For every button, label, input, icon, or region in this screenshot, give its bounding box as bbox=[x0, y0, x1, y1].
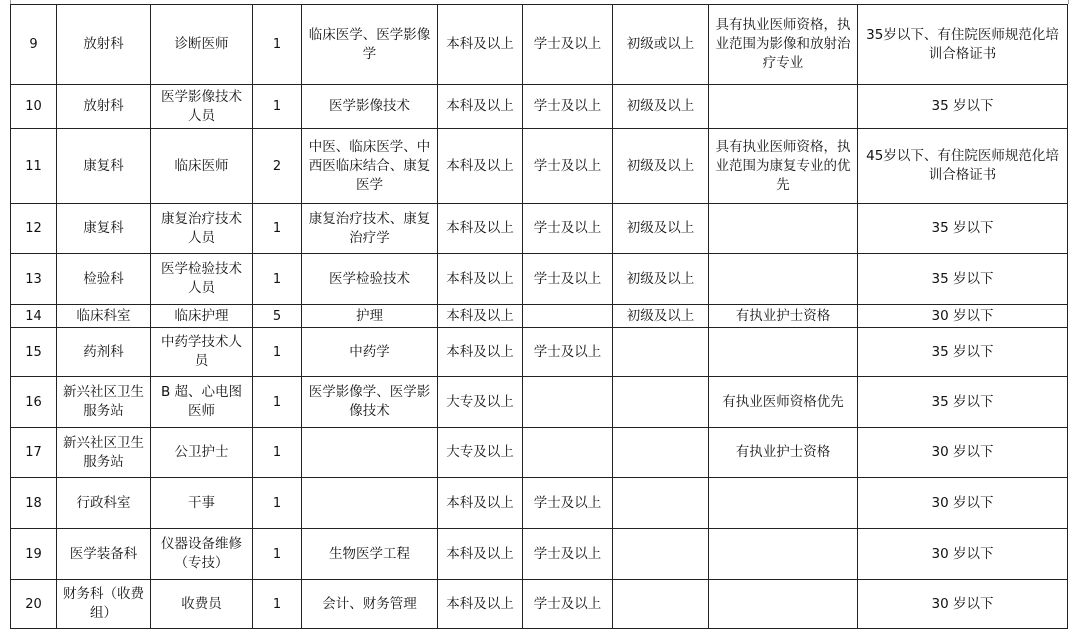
department-cell: 康复科 bbox=[57, 204, 151, 254]
other-requirements-cell: 有执业护士资格 bbox=[709, 428, 858, 478]
other-requirements-cell: 具有执业医师资格，执业范围为康复专业的优先 bbox=[709, 129, 858, 204]
age-requirement-cell: 30 岁以下 bbox=[858, 529, 1068, 580]
headcount-cell: 1 bbox=[253, 5, 302, 85]
education-cell: 本科及以上 bbox=[438, 305, 523, 328]
degree-cell: 学士及以上 bbox=[523, 328, 613, 377]
professional-title-cell bbox=[613, 478, 709, 529]
degree-cell: 学士及以上 bbox=[523, 204, 613, 254]
position-cell: 诊断医师 bbox=[151, 5, 253, 85]
serial-number-cell: 20 bbox=[11, 580, 57, 629]
age-requirement-cell: 30 岁以下 bbox=[858, 428, 1068, 478]
major-cell bbox=[302, 428, 438, 478]
major-cell: 生物医学工程 bbox=[302, 529, 438, 580]
other-requirements-cell bbox=[709, 328, 858, 377]
major-cell bbox=[302, 478, 438, 529]
serial-number-cell: 15 bbox=[11, 328, 57, 377]
professional-title-cell bbox=[613, 428, 709, 478]
age-requirement-cell: 30 岁以下 bbox=[858, 478, 1068, 529]
age-requirement-cell: 35岁以下、有住院医师规范化培训合格证书 bbox=[858, 5, 1068, 85]
table-row bbox=[11, 580, 1068, 629]
position-cell: 临床医师 bbox=[151, 129, 253, 204]
headcount-cell: 1 bbox=[253, 428, 302, 478]
age-requirement-cell: 30 岁以下 bbox=[858, 305, 1068, 328]
professional-title-cell bbox=[613, 328, 709, 377]
professional-title-cell: 初级及以上 bbox=[613, 204, 709, 254]
age-requirement-cell: 35 岁以下 bbox=[858, 85, 1068, 129]
serial-number-cell: 10 bbox=[11, 85, 57, 129]
table-row bbox=[11, 305, 1068, 328]
headcount-cell: 1 bbox=[253, 254, 302, 305]
table-body bbox=[11, 5, 1068, 629]
table-row bbox=[11, 129, 1068, 204]
age-requirement-cell: 30 岁以下 bbox=[858, 580, 1068, 629]
headcount-cell: 1 bbox=[253, 85, 302, 129]
position-cell: B 超、心电图医师 bbox=[151, 377, 253, 428]
other-requirements-cell: 有执业医师资格优先 bbox=[709, 377, 858, 428]
table-row bbox=[11, 428, 1068, 478]
table-row bbox=[11, 204, 1068, 254]
department-cell: 药剂科 bbox=[57, 328, 151, 377]
department-cell: 放射科 bbox=[57, 5, 151, 85]
other-requirements-cell bbox=[709, 85, 858, 129]
degree-cell: 学士及以上 bbox=[523, 85, 613, 129]
education-cell: 本科及以上 bbox=[438, 5, 523, 85]
education-cell: 本科及以上 bbox=[438, 580, 523, 629]
headcount-cell: 5 bbox=[253, 305, 302, 328]
other-requirements-cell bbox=[709, 204, 858, 254]
professional-title-cell: 初级及以上 bbox=[613, 85, 709, 129]
major-cell: 护理 bbox=[302, 305, 438, 328]
headcount-cell: 1 bbox=[253, 204, 302, 254]
education-cell: 本科及以上 bbox=[438, 529, 523, 580]
position-cell: 中药学技术人员 bbox=[151, 328, 253, 377]
degree-cell: 学士及以上 bbox=[523, 478, 613, 529]
professional-title-cell bbox=[613, 580, 709, 629]
serial-number-cell: 11 bbox=[11, 129, 57, 204]
table-row bbox=[11, 85, 1068, 129]
department-cell: 医学装备科 bbox=[57, 529, 151, 580]
serial-number-cell: 14 bbox=[11, 305, 57, 328]
crop-mark-top-right bbox=[1068, 0, 1069, 4]
table-row bbox=[11, 529, 1068, 580]
major-cell: 医学影像技术 bbox=[302, 85, 438, 129]
education-cell: 本科及以上 bbox=[438, 85, 523, 129]
age-requirement-cell: 35 岁以下 bbox=[858, 328, 1068, 377]
department-cell: 财务科（收费组） bbox=[57, 580, 151, 629]
position-cell: 临床护理 bbox=[151, 305, 253, 328]
major-cell: 医学影像学、医学影像技术 bbox=[302, 377, 438, 428]
serial-number-cell: 19 bbox=[11, 529, 57, 580]
professional-title-cell: 初级及以上 bbox=[613, 305, 709, 328]
degree-cell: 学士及以上 bbox=[523, 580, 613, 629]
department-cell: 新兴社区卫生服务站 bbox=[57, 428, 151, 478]
degree-cell: 学士及以上 bbox=[523, 254, 613, 305]
major-cell: 中药学 bbox=[302, 328, 438, 377]
other-requirements-cell: 具有执业医师资格，执业范围为影像和放射治疗专业 bbox=[709, 5, 858, 85]
age-requirement-cell: 35 岁以下 bbox=[858, 377, 1068, 428]
department-cell: 康复科 bbox=[57, 129, 151, 204]
education-cell: 本科及以上 bbox=[438, 204, 523, 254]
major-cell: 康复治疗技术、康复治疗学 bbox=[302, 204, 438, 254]
major-cell: 医学检验技术 bbox=[302, 254, 438, 305]
other-requirements-cell bbox=[709, 580, 858, 629]
headcount-cell: 1 bbox=[253, 580, 302, 629]
degree-cell: 学士及以上 bbox=[523, 529, 613, 580]
degree-cell bbox=[523, 305, 613, 328]
department-cell: 检验科 bbox=[57, 254, 151, 305]
headcount-cell: 2 bbox=[253, 129, 302, 204]
degree-cell bbox=[523, 377, 613, 428]
professional-title-cell: 初级及以上 bbox=[613, 129, 709, 204]
education-cell: 本科及以上 bbox=[438, 254, 523, 305]
headcount-cell: 1 bbox=[253, 377, 302, 428]
position-cell: 医学影像技术人员 bbox=[151, 85, 253, 129]
degree-cell: 学士及以上 bbox=[523, 5, 613, 85]
education-cell: 本科及以上 bbox=[438, 478, 523, 529]
headcount-cell: 1 bbox=[253, 529, 302, 580]
other-requirements-cell bbox=[709, 529, 858, 580]
degree-cell bbox=[523, 428, 613, 478]
headcount-cell: 1 bbox=[253, 328, 302, 377]
other-requirements-cell bbox=[709, 478, 858, 529]
position-cell: 康复治疗技术人员 bbox=[151, 204, 253, 254]
degree-cell: 学士及以上 bbox=[523, 129, 613, 204]
department-cell: 放射科 bbox=[57, 85, 151, 129]
professional-title-cell bbox=[613, 377, 709, 428]
major-cell: 会计、财务管理 bbox=[302, 580, 438, 629]
serial-number-cell: 9 bbox=[11, 5, 57, 85]
professional-title-cell: 初级及以上 bbox=[613, 254, 709, 305]
education-cell: 本科及以上 bbox=[438, 328, 523, 377]
other-requirements-cell: 有执业护士资格 bbox=[709, 305, 858, 328]
headcount-cell: 1 bbox=[253, 478, 302, 529]
position-cell: 收费员 bbox=[151, 580, 253, 629]
age-requirement-cell: 35 岁以下 bbox=[858, 204, 1068, 254]
serial-number-cell: 18 bbox=[11, 478, 57, 529]
other-requirements-cell bbox=[709, 254, 858, 305]
professional-title-cell bbox=[613, 529, 709, 580]
professional-title-cell: 初级或以上 bbox=[613, 5, 709, 85]
serial-number-cell: 13 bbox=[11, 254, 57, 305]
table-row bbox=[11, 5, 1068, 85]
position-cell: 仪器设备维修（专技） bbox=[151, 529, 253, 580]
department-cell: 临床科室 bbox=[57, 305, 151, 328]
education-cell: 大专及以上 bbox=[438, 428, 523, 478]
department-cell: 行政科室 bbox=[57, 478, 151, 529]
position-cell: 公卫护士 bbox=[151, 428, 253, 478]
major-cell: 临床医学、医学影像学 bbox=[302, 5, 438, 85]
position-cell: 干事 bbox=[151, 478, 253, 529]
age-requirement-cell: 45岁以下、有住院医师规范化培训合格证书 bbox=[858, 129, 1068, 204]
table-row bbox=[11, 377, 1068, 428]
table-row bbox=[11, 478, 1068, 529]
department-cell: 新兴社区卫生服务站 bbox=[57, 377, 151, 428]
recruitment-table bbox=[10, 4, 1068, 629]
serial-number-cell: 17 bbox=[11, 428, 57, 478]
education-cell: 本科及以上 bbox=[438, 129, 523, 204]
serial-number-cell: 12 bbox=[11, 204, 57, 254]
age-requirement-cell: 35 岁以下 bbox=[858, 254, 1068, 305]
education-cell: 大专及以上 bbox=[438, 377, 523, 428]
serial-number-cell: 16 bbox=[11, 377, 57, 428]
major-cell: 中医、临床医学、中西医临床结合、康复医学 bbox=[302, 129, 438, 204]
table-row bbox=[11, 328, 1068, 377]
table-row bbox=[11, 254, 1068, 305]
position-cell: 医学检验技术人员 bbox=[151, 254, 253, 305]
